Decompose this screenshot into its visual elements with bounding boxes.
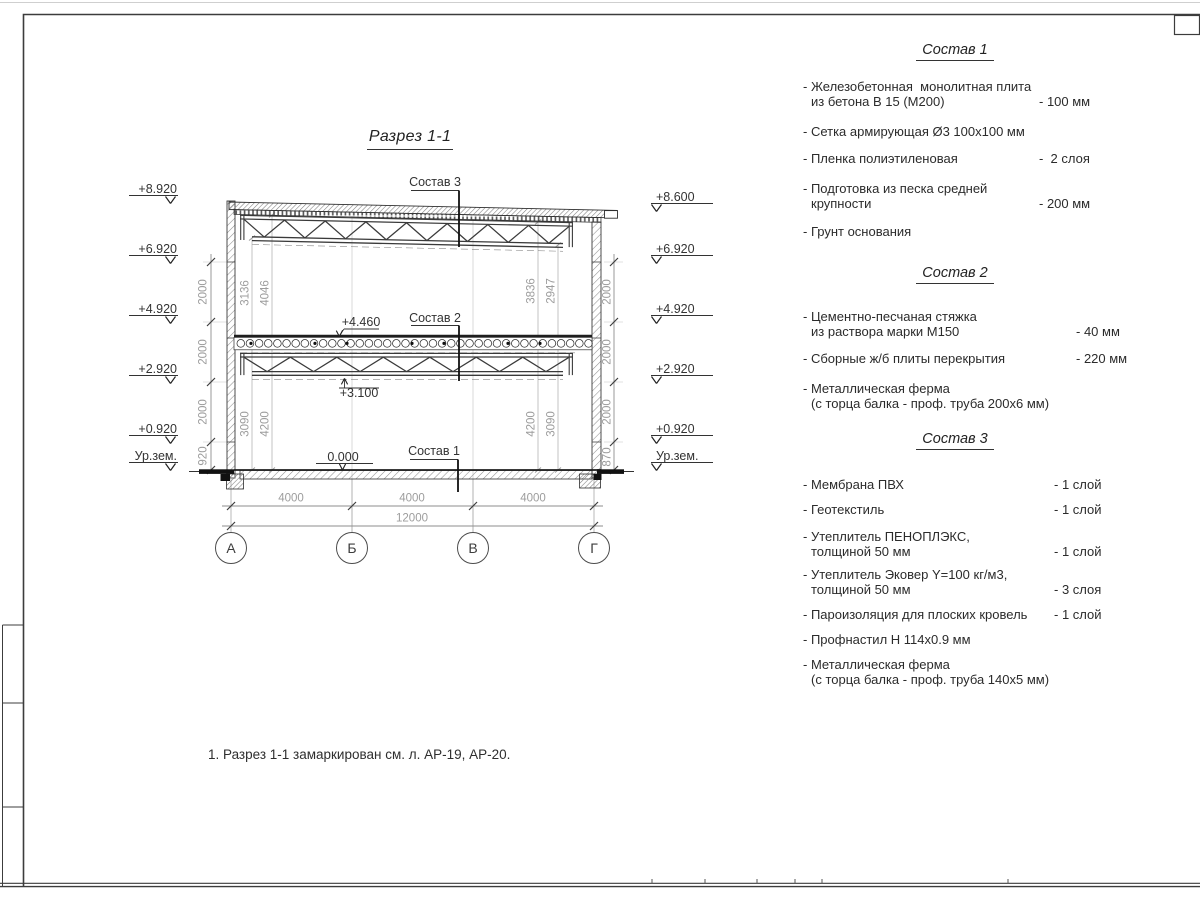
dim-label: 3090 (545, 411, 558, 437)
spec-heading: Состав 2 (916, 265, 994, 284)
ground (189, 469, 634, 489)
spec-item-line: - Сборные ж/б плиты перекрытия (803, 351, 1006, 366)
axis-label: Г (590, 540, 598, 556)
dim-label: 12000 (396, 512, 428, 525)
dim-label: 2000 (197, 399, 210, 425)
spec-item-value: - 2 слоя (1039, 151, 1090, 166)
spec-item-line: - Утеплитель ПЕНОПЛЭКС, (803, 529, 970, 544)
axis-bubbles (216, 533, 610, 564)
elevation-label: +0.920 (138, 421, 177, 436)
axis-label: А (226, 540, 236, 556)
spec-item-line: - Грунт основания (803, 224, 912, 239)
dim-label: 2000 (601, 339, 614, 365)
elevation-label: +2.920 (138, 361, 177, 376)
spec-item-line: (с торца балка - проф. труба 140х5 мм) (811, 672, 1050, 687)
dim-label: 4046 (259, 280, 272, 306)
spec-item-line: - Мембрана ПВХ (803, 477, 904, 492)
level-tag: +3.100 (339, 385, 379, 400)
dim-label: 920 (197, 446, 210, 466)
spec-item-value: - 40 мм (1076, 324, 1120, 339)
sheet-note: 1. Разрез 1-1 замаркирован см. л. АР-19, АР-20. (208, 747, 511, 762)
spec-item-line: - Цементно-песчаная стяжка (803, 309, 977, 324)
dim-label: 2000 (601, 399, 614, 425)
spec-item-line: - Подготовка из песка средней (803, 181, 988, 196)
dim-label: 2000 (197, 279, 210, 305)
elevation-label: Ур.зем. (656, 448, 699, 463)
dim-label: 4000 (278, 492, 304, 505)
dim-label: 4000 (399, 492, 425, 505)
spec-item-line: - Пленка полиэтиленовая (803, 151, 958, 166)
spec-item-value: - 220 мм (1076, 351, 1128, 366)
elevation-label: Ур.зем. (134, 448, 177, 463)
spec-item-line: - Металлическая ферма (803, 381, 950, 396)
spec-item-line: - Геотекстиль (803, 502, 885, 517)
section-title: Разрез 1-1 (367, 128, 453, 150)
spec-item-value: - 100 мм (1039, 94, 1091, 109)
spec-item-value: - 200 мм (1039, 196, 1091, 211)
elevation-label: +8.920 (138, 181, 177, 196)
axis-label: Б (347, 540, 357, 556)
spec-item-value: - 1 слой (1054, 502, 1102, 517)
level-tag: +4.460 (341, 314, 381, 329)
wall-right (592, 222, 601, 478)
spec-item-value: - 1 слой (1054, 607, 1102, 622)
axis-label: В (468, 540, 478, 556)
spec-item-line: - Сетка армирующая Ø3 100х100 мм (803, 124, 1025, 139)
spec-item-line: - Профнастил Н 114х0.9 мм (803, 632, 971, 647)
elevation-label: +4.920 (138, 301, 177, 316)
spec-item-value: - 3 слоя (1054, 582, 1102, 597)
dim-label: 2000 (197, 339, 210, 365)
spec-item-line: крупности (811, 196, 872, 211)
spec-item-line: толщиной 50 мм (811, 544, 911, 559)
axis-lines (231, 216, 594, 532)
composition-tag: Состав 3 (409, 174, 461, 189)
spec-item-value: - 1 слой (1054, 477, 1102, 492)
dim-label: 2000 (601, 279, 614, 305)
dim-label: 2947 (545, 278, 558, 304)
composition-tag: Состав 1 (408, 443, 460, 458)
elevation-label: +0.920 (656, 421, 695, 436)
dim-label: 3836 (525, 278, 538, 304)
spec-item-line: - Металлическая ферма (803, 657, 950, 672)
dim-label: 3136 (239, 280, 252, 306)
elevation-label: +6.920 (138, 241, 177, 256)
elevation-label: +6.920 (656, 241, 695, 256)
spec-item-value: - 1 слой (1054, 544, 1102, 559)
elevation-label: +8.600 (656, 189, 695, 204)
spec-item-line: - Утеплитель Эковер Y=100 кг/м3, (803, 567, 1008, 582)
spec-item-line: толщиной 50 мм (811, 582, 911, 597)
dim-label: 870 (601, 447, 614, 467)
level-tag: 0.000 (327, 449, 359, 464)
dim-label: 4200 (259, 411, 272, 437)
floor-truss (240, 353, 573, 379)
composition-tag: Состав 2 (409, 310, 461, 325)
dim-label: 4000 (520, 492, 546, 505)
spec-item-line: из раствора марки М150 (811, 324, 960, 339)
dim-label: 3090 (239, 411, 252, 437)
spec-item-line: - Железобетонная монолитная плита (803, 79, 1032, 94)
elevation-label: +4.920 (656, 301, 695, 316)
spec-heading: Состав 3 (916, 431, 994, 450)
dim-label: 4200 (525, 411, 538, 437)
spec-heading: Состав 1 (916, 42, 994, 61)
spec-item-line: (с торца балка - проф. труба 200х6 мм) (811, 396, 1050, 411)
elevation-label: +2.920 (656, 361, 695, 376)
spec-item-line: из бетона В 15 (М200) (811, 94, 945, 109)
spec-item-line: - Пароизоляция для плоских кровель (803, 607, 1028, 622)
